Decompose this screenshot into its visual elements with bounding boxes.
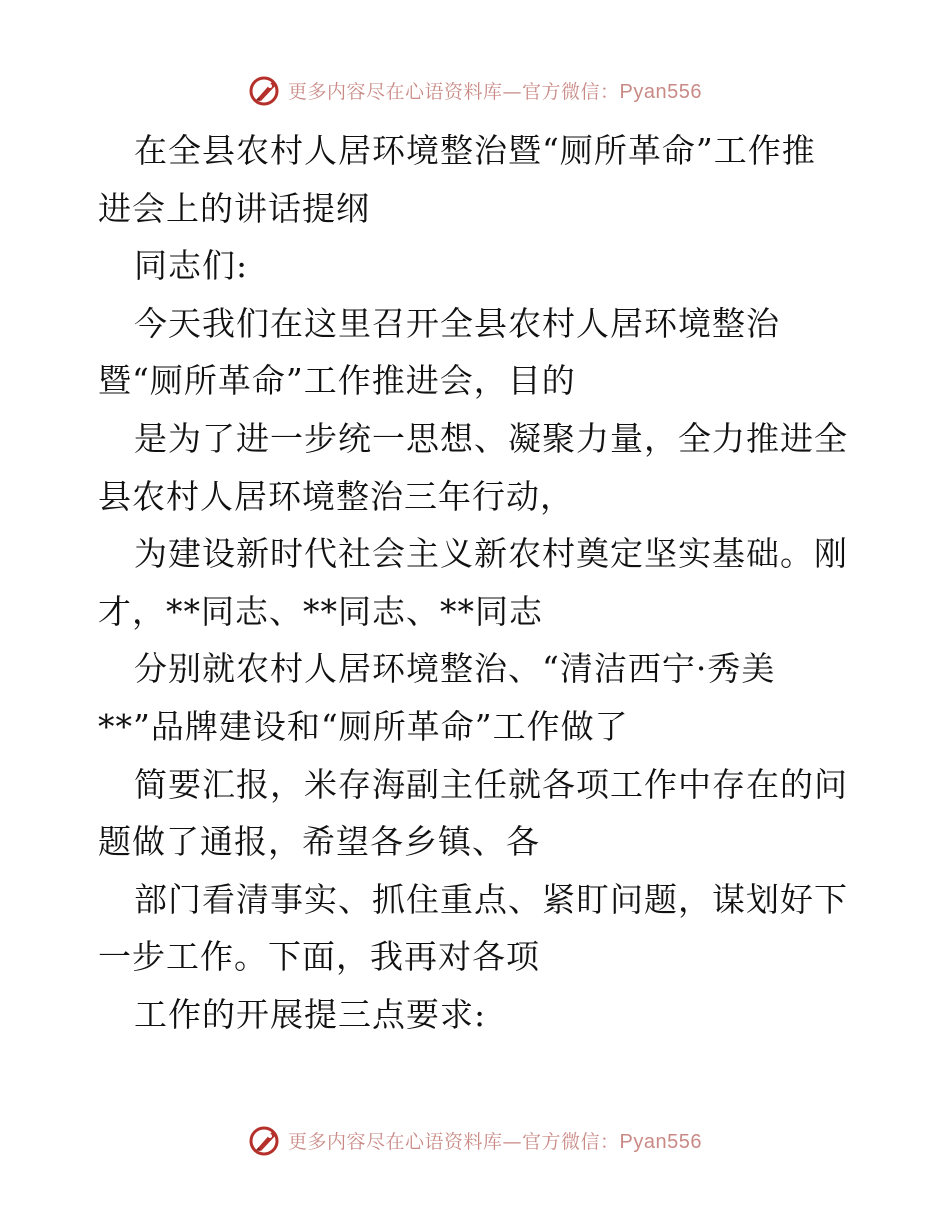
title-line-1: 在全县农村人居环境整治暨“厕所革命”工作推 — [134, 131, 816, 170]
salutation: 同志们: — [134, 246, 249, 286]
pen-nib-circle-icon — [248, 1123, 282, 1157]
watermark-footer — [0, 1120, 950, 1160]
paragraph-line: 工作的开展提三点要求: — [134, 994, 487, 1034]
watermark-text: 更多内容尽在心语资料库—官方微信：Pyan556 — [288, 1130, 702, 1153]
paragraph-line: 部门看清事实、抓住重点、紧盯问题，谋划好下 — [134, 879, 848, 919]
watermark-header — [0, 70, 950, 110]
paragraph-line: 题做了通报，希望各乡镇、各 — [98, 822, 540, 862]
watermark-text: 更多内容尽在心语资料库—官方微信：Pyan556 — [288, 80, 702, 103]
paragraph-line: 县农村人居环境整治三年行动， — [98, 476, 574, 516]
watermark-wechat-id: Pyan556 — [619, 1130, 702, 1153]
pen-nib-circle-icon — [248, 73, 282, 107]
title-line-2: 进会上的讲话提纲 — [98, 188, 370, 228]
paragraph-line: 今天我们在这里召开全县农村人居环境整治 — [134, 303, 780, 343]
paragraph-line: 一步工作。下面，我再对各项 — [98, 937, 540, 977]
paragraph-line: **”品牌建设和“厕所革命”工作做了 — [98, 706, 629, 746]
paragraph-line: 为建设新时代社会主义新农村奠定坚实基础。刚 — [134, 534, 848, 574]
document-body — [98, 122, 858, 1044]
paragraph-line: 简要汇报，米存海副主任就各项工作中存在的问 — [134, 764, 848, 804]
paragraph-line: 暨“厕所革命”工作推进会，目的 — [98, 361, 576, 401]
paragraph-line: 分别就农村人居环境整治、“清洁西宁·秀美 — [134, 649, 776, 689]
paragraph-line: 是为了进一步统一思想、凝聚力量，全力推进全 — [134, 418, 848, 458]
paragraph-line: 才，**同志、**同志、**同志 — [98, 591, 543, 631]
watermark-wechat-id: Pyan556 — [619, 80, 702, 103]
